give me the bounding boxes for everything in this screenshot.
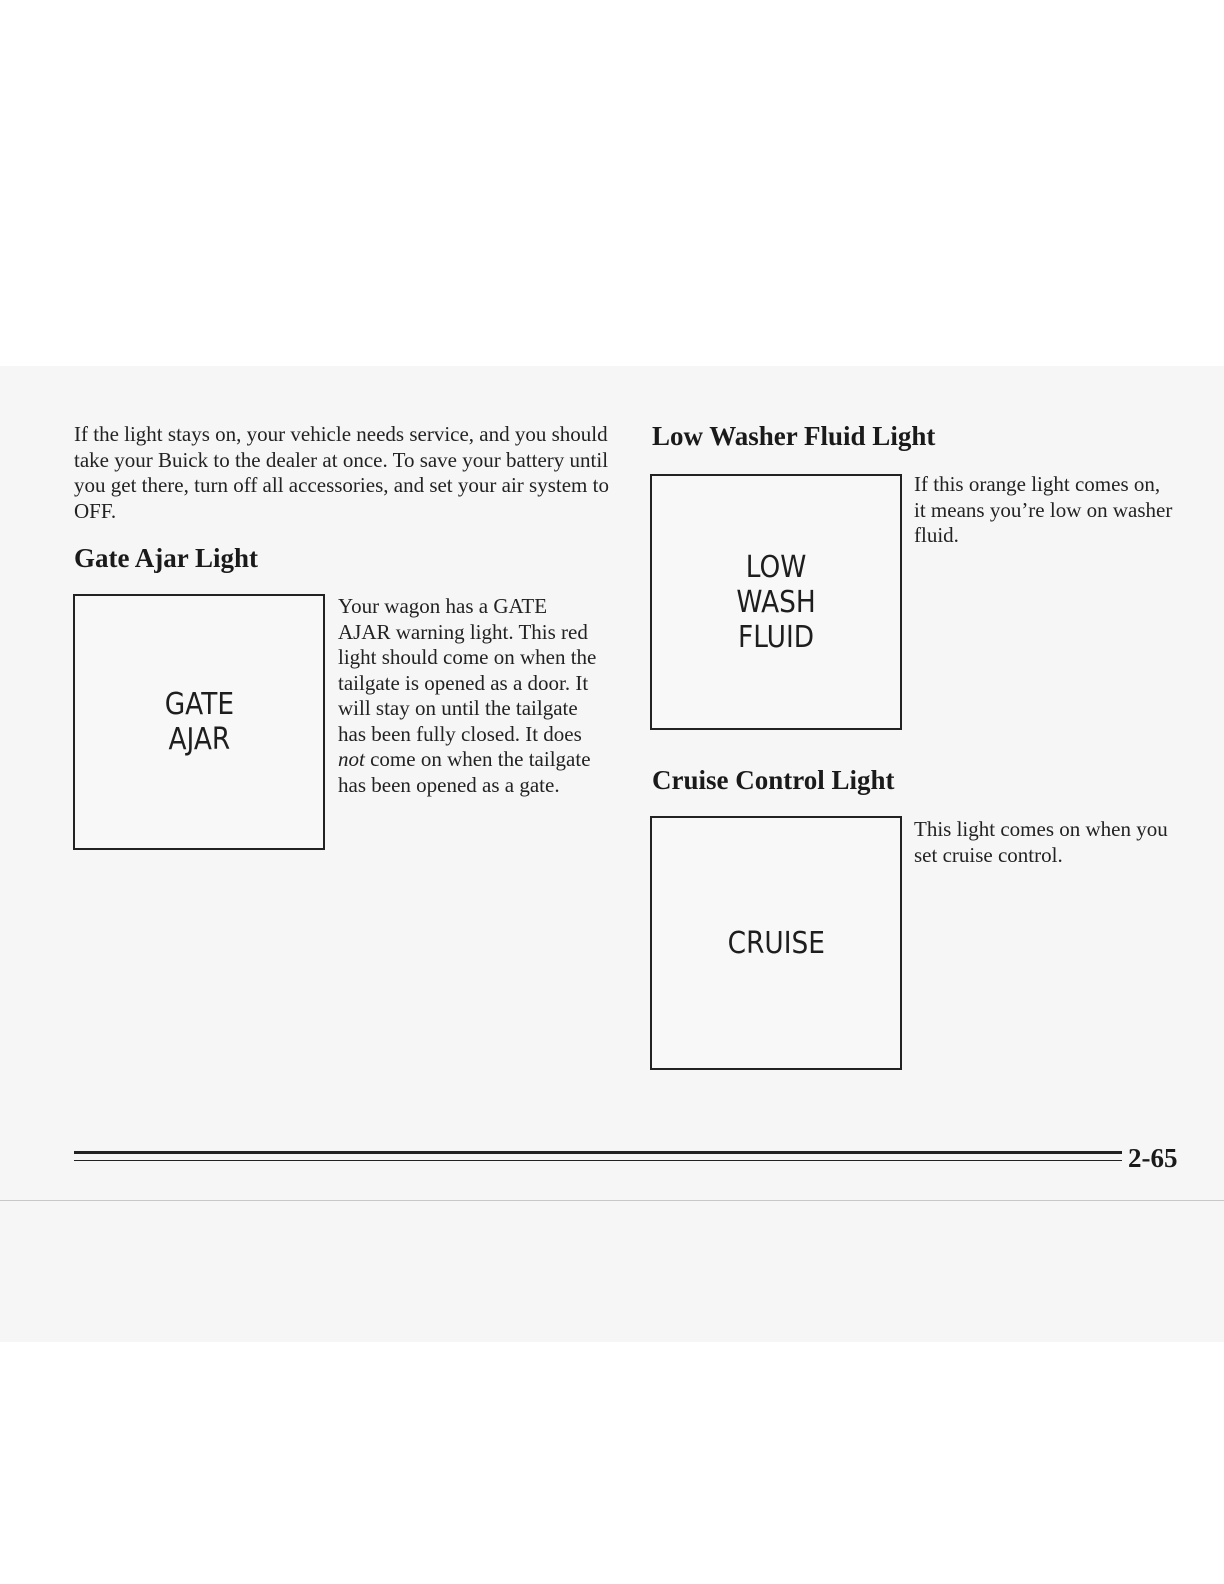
indicator-line: GATE	[164, 687, 234, 722]
gate-ajar-description-start: Your wagon has a GATE AJAR warning light. This red light should come on when the tailgate is opened as a door. It will stay on until the tailgate has been fully closed. It does	[338, 594, 597, 746]
gate-ajar-indicator-label	[164, 687, 233, 757]
indicator-line: AJAR	[168, 722, 230, 757]
low-wash-fluid-indicator	[650, 474, 902, 730]
indicator-line: WASH	[736, 584, 816, 620]
gate-ajar-description	[338, 594, 600, 798]
footer-rule-top	[74, 1151, 1122, 1154]
low-washer-description: If this orange light comes on, it means you’re low on washer fluid.	[914, 472, 1173, 547]
page-number: 2-65	[1128, 1143, 1178, 1173]
gate-ajar-indicator	[73, 594, 325, 850]
indicator-line: FLUID	[737, 619, 815, 655]
gate-ajar-description-emphasis: not	[338, 747, 365, 771]
cruise-indicator-label	[727, 926, 824, 961]
cruise-description: This light comes on when you set cruise control.	[914, 817, 1168, 867]
low-wash-fluid-indicator-label	[736, 550, 815, 655]
low-washer-heading: Low Washer Fluid Light	[652, 421, 936, 451]
gate-ajar-heading: Gate Ajar Light	[74, 543, 258, 573]
indicator-line: LOW	[745, 549, 807, 585]
cruise-indicator	[650, 816, 902, 1070]
intro-paragraph: If the light stays on, your vehicle needs service, and you should take your Buick to the dealer at once. To save your battery until you get there, turn off all accessories, and set your air system to OFF.	[74, 422, 609, 523]
page-edge-line	[0, 1200, 1224, 1201]
cruise-control-heading: Cruise Control Light	[652, 765, 895, 795]
footer-rule-bottom	[74, 1160, 1122, 1161]
gate-ajar-description-end: come on when the tailgate has been opened as a gate.	[338, 747, 591, 797]
indicator-line: CRUISE	[727, 925, 825, 961]
